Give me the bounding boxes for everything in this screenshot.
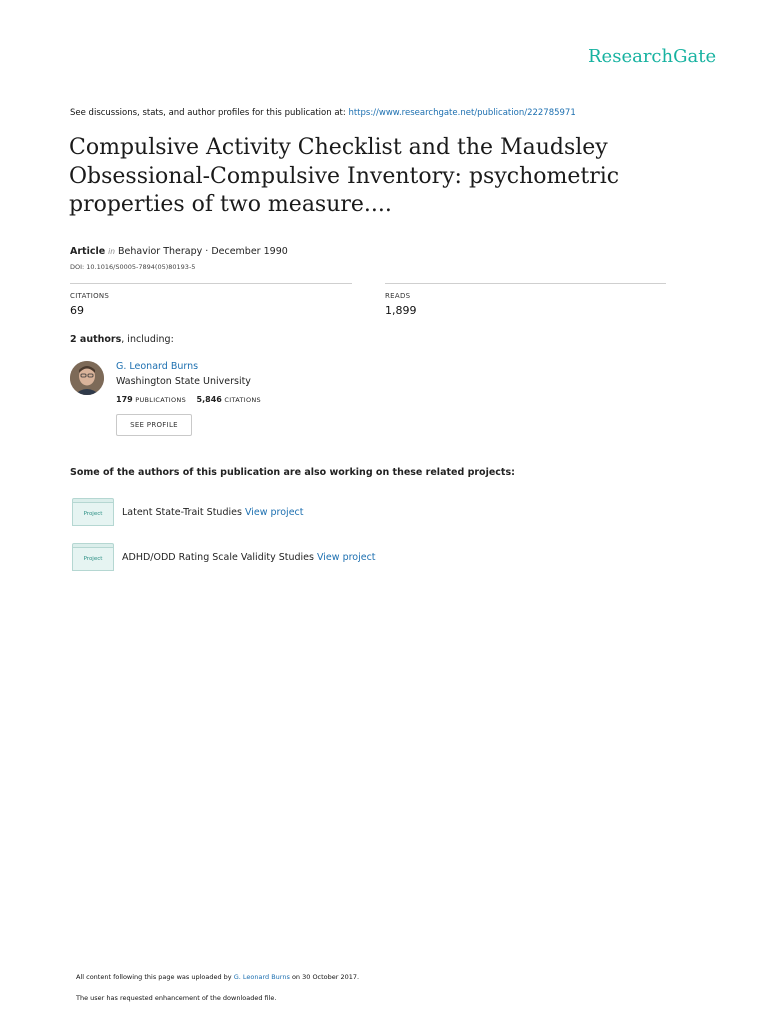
reads-count: 1,899	[385, 304, 417, 317]
researchgate-logo[interactable]: ResearchGate	[588, 46, 717, 67]
authors-count: 2 authors	[70, 334, 122, 345]
upload-notice	[76, 973, 359, 981]
project-title: ADHD/ODD Rating Scale Validity Studies	[122, 552, 314, 563]
author-institution: Washington State University	[116, 376, 251, 387]
citations-label: CITATIONS	[70, 292, 110, 300]
view-project-link[interactable]: View project	[244, 507, 304, 518]
folder-label: Project	[72, 547, 114, 571]
publication-link[interactable]: https://www.researchgate.net/publication/222785971	[348, 108, 576, 118]
article-type: Article	[70, 246, 106, 257]
in-badge: in	[108, 247, 116, 256]
authors-heading	[70, 334, 174, 345]
author-publications-label: PUBLICATIONS	[135, 396, 186, 404]
divider-left	[70, 283, 352, 284]
project-title: Latent State-Trait Studies	[122, 507, 242, 518]
upload-text-pre: All content following this page was uploaded by	[76, 973, 234, 981]
author-stats	[116, 395, 269, 404]
reads-label: READS	[385, 292, 411, 300]
author-avatar[interactable]	[70, 361, 104, 395]
project-folder-icon	[72, 498, 114, 526]
project-folder-icon	[72, 543, 114, 571]
project-item	[122, 507, 304, 518]
view-project-link[interactable]: View project	[317, 552, 376, 563]
article-meta	[70, 246, 288, 257]
article-doi: DOI: 10.1016/S0005-7894(05)80193-5	[70, 263, 196, 271]
discussion-text: See discussions, stats, and author profiles for this publication at:	[70, 108, 349, 118]
avatar-photo-icon	[70, 361, 104, 395]
citations-count: 69	[70, 304, 84, 317]
author-name-link[interactable]: G. Leonard Burns	[116, 361, 199, 372]
see-profile-button[interactable]: SEE PROFILE	[116, 414, 192, 436]
article-title: Compulsive Activity Checklist and the Maudsley Obsessional-Compulsive Inventory: psychometric properties of two measure....	[69, 135, 620, 217]
projects-heading: Some of the authors of this publication are also working on these related projects:	[70, 467, 515, 478]
uploader-link[interactable]: G. Leonard Burns	[233, 973, 290, 981]
authors-suffix: , including:	[121, 334, 174, 345]
divider-right	[385, 283, 666, 284]
enhancement-notice: The user has requested enhancement of the downloaded file.	[76, 994, 277, 1002]
folder-label: Project	[72, 502, 114, 526]
article-source: Behavior Therapy · December 1990	[118, 246, 288, 257]
discussion-notice	[70, 108, 576, 118]
author-citations-count: 5,846	[196, 395, 222, 404]
author-citations-label: CITATIONS	[224, 396, 261, 404]
upload-text-post: on 30 October 2017.	[289, 973, 360, 981]
author-publications-count: 179	[116, 395, 133, 404]
project-item	[122, 552, 376, 563]
